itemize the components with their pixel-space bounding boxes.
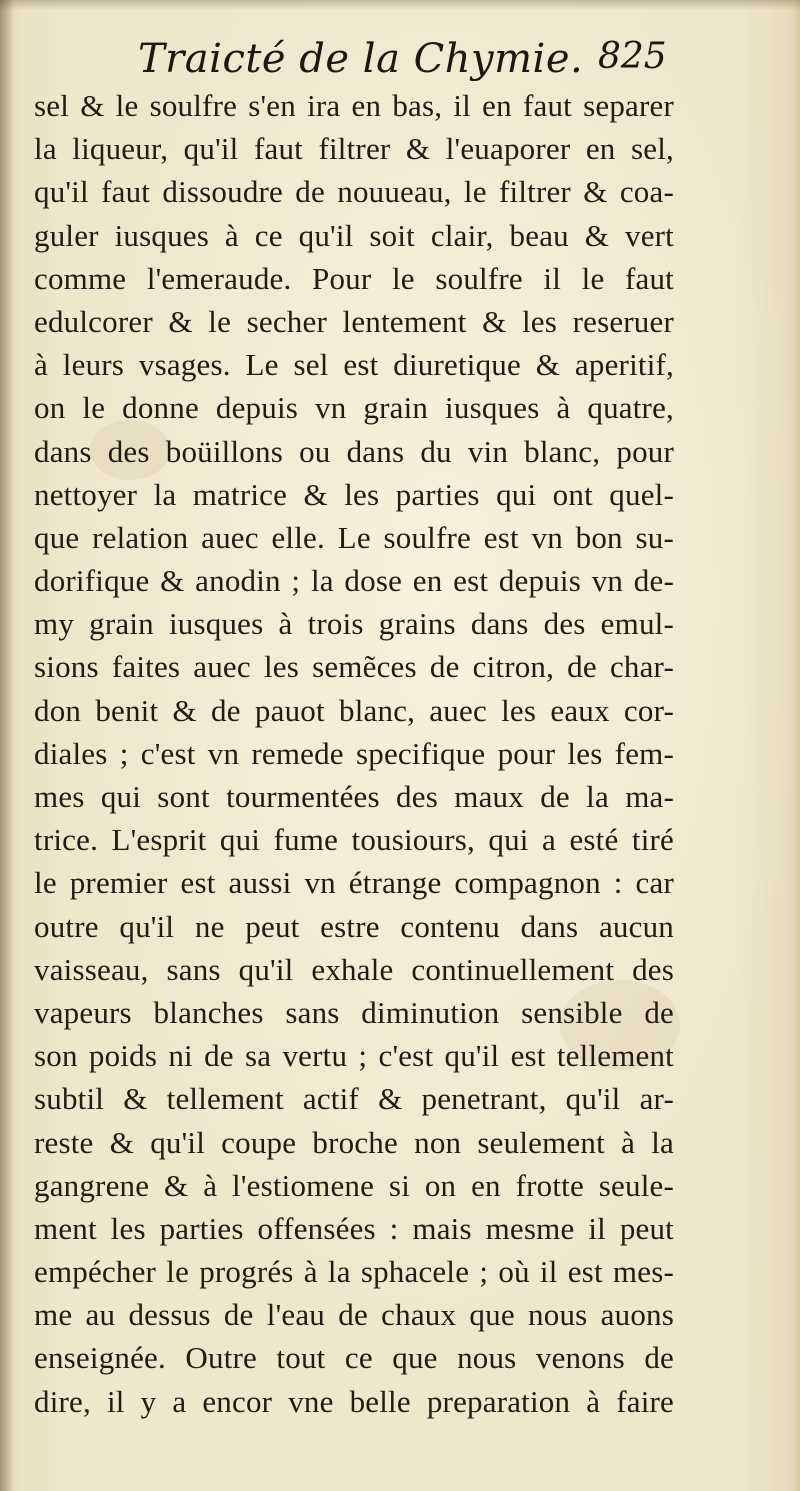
text-line: my grain iusques à trois grains dans des emul-	[34, 606, 674, 642]
text-line: mes qui sont tourmentées des maux de la ma-	[34, 779, 674, 814]
text-line: comme l'emeraude. Pour le soulfre il le faut	[34, 260, 674, 296]
text-line: edulcorer & le secher lentement & les reseruer	[34, 303, 674, 339]
text-line: me au dessus de l'eau de chaux que nous auons	[34, 1297, 674, 1333]
text-line: le premier est aussi vn étrange compagnon : car	[34, 865, 674, 901]
text-line: on le donne depuis vn grain iusques à quatre,	[34, 390, 674, 426]
text-line: vapeurs blanches sans diminution sensible de	[34, 994, 674, 1030]
text-line: sions faites auec les semẽces de citron, de char-	[34, 649, 674, 685]
text-line: empécher le progrés à la sphacele ; où il est mes-	[34, 1254, 674, 1290]
text-line: sel & le soulfre s'en ira en bas, il en faut separer	[34, 88, 674, 123]
text-line: à leurs vsages. Le sel est diuretique & aperitif,	[34, 347, 674, 383]
text-line: gangrene & à l'estiomene si on en frotte seule-	[34, 1167, 674, 1203]
text-line: enseignée. Outre tout ce que nous venons de	[34, 1340, 674, 1376]
text-line: trice. L'esprit qui fume tousiours, qui a esté tiré	[34, 822, 674, 858]
text-line: diales ; c'est vn remede specifique pour les fem-	[34, 735, 674, 771]
text-line: qu'il faut dissoudre de nouueau, le filtrer & coa-	[34, 174, 674, 210]
text-line: que relation auec elle. Le soulfre est vn bon su-	[34, 519, 674, 555]
text-line: nettoyer la matrice & les parties qui ont quel-	[34, 476, 674, 512]
text-line: subtil & tellement actif & penetrant, qu'il ar-	[34, 1081, 674, 1117]
text-line: reste & qu'il coupe broche non seulement à la	[34, 1124, 674, 1160]
text-line: dorifique & anodin ; la dose en est depuis vn de-	[34, 563, 674, 599]
text-line: dans des boüillons ou dans du vin blanc, pour	[34, 433, 674, 469]
spine-shadow	[0, 0, 14, 1491]
running-title: Traicté de la Chymie.	[138, 36, 584, 82]
text-line: son poids ni de sa vertu ; c'est qu'il est tellement	[34, 1038, 674, 1074]
text-line: vaisseau, sans qu'il exhale continuellement des	[34, 951, 674, 987]
body-text	[34, 84, 674, 1423]
text-line: guler iusques à ce qu'il soit clair, beau & vert	[34, 217, 674, 253]
text-line: dire, il y a encor vne belle preparation à faire	[34, 1383, 674, 1419]
text-line: ment les parties offensées : mais mesme il peut	[34, 1210, 674, 1246]
page-number: 825	[598, 36, 667, 77]
top-edge-shadow	[0, 0, 800, 10]
text-line: outre qu'il ne peut estre contenu dans aucun	[34, 908, 674, 944]
page-header	[0, 30, 800, 86]
text-line: la liqueur, qu'il faut filtrer & l'euaporer en sel,	[34, 131, 674, 167]
text-line: don benit & de pauot blanc, auec les eaux cor-	[34, 692, 674, 728]
